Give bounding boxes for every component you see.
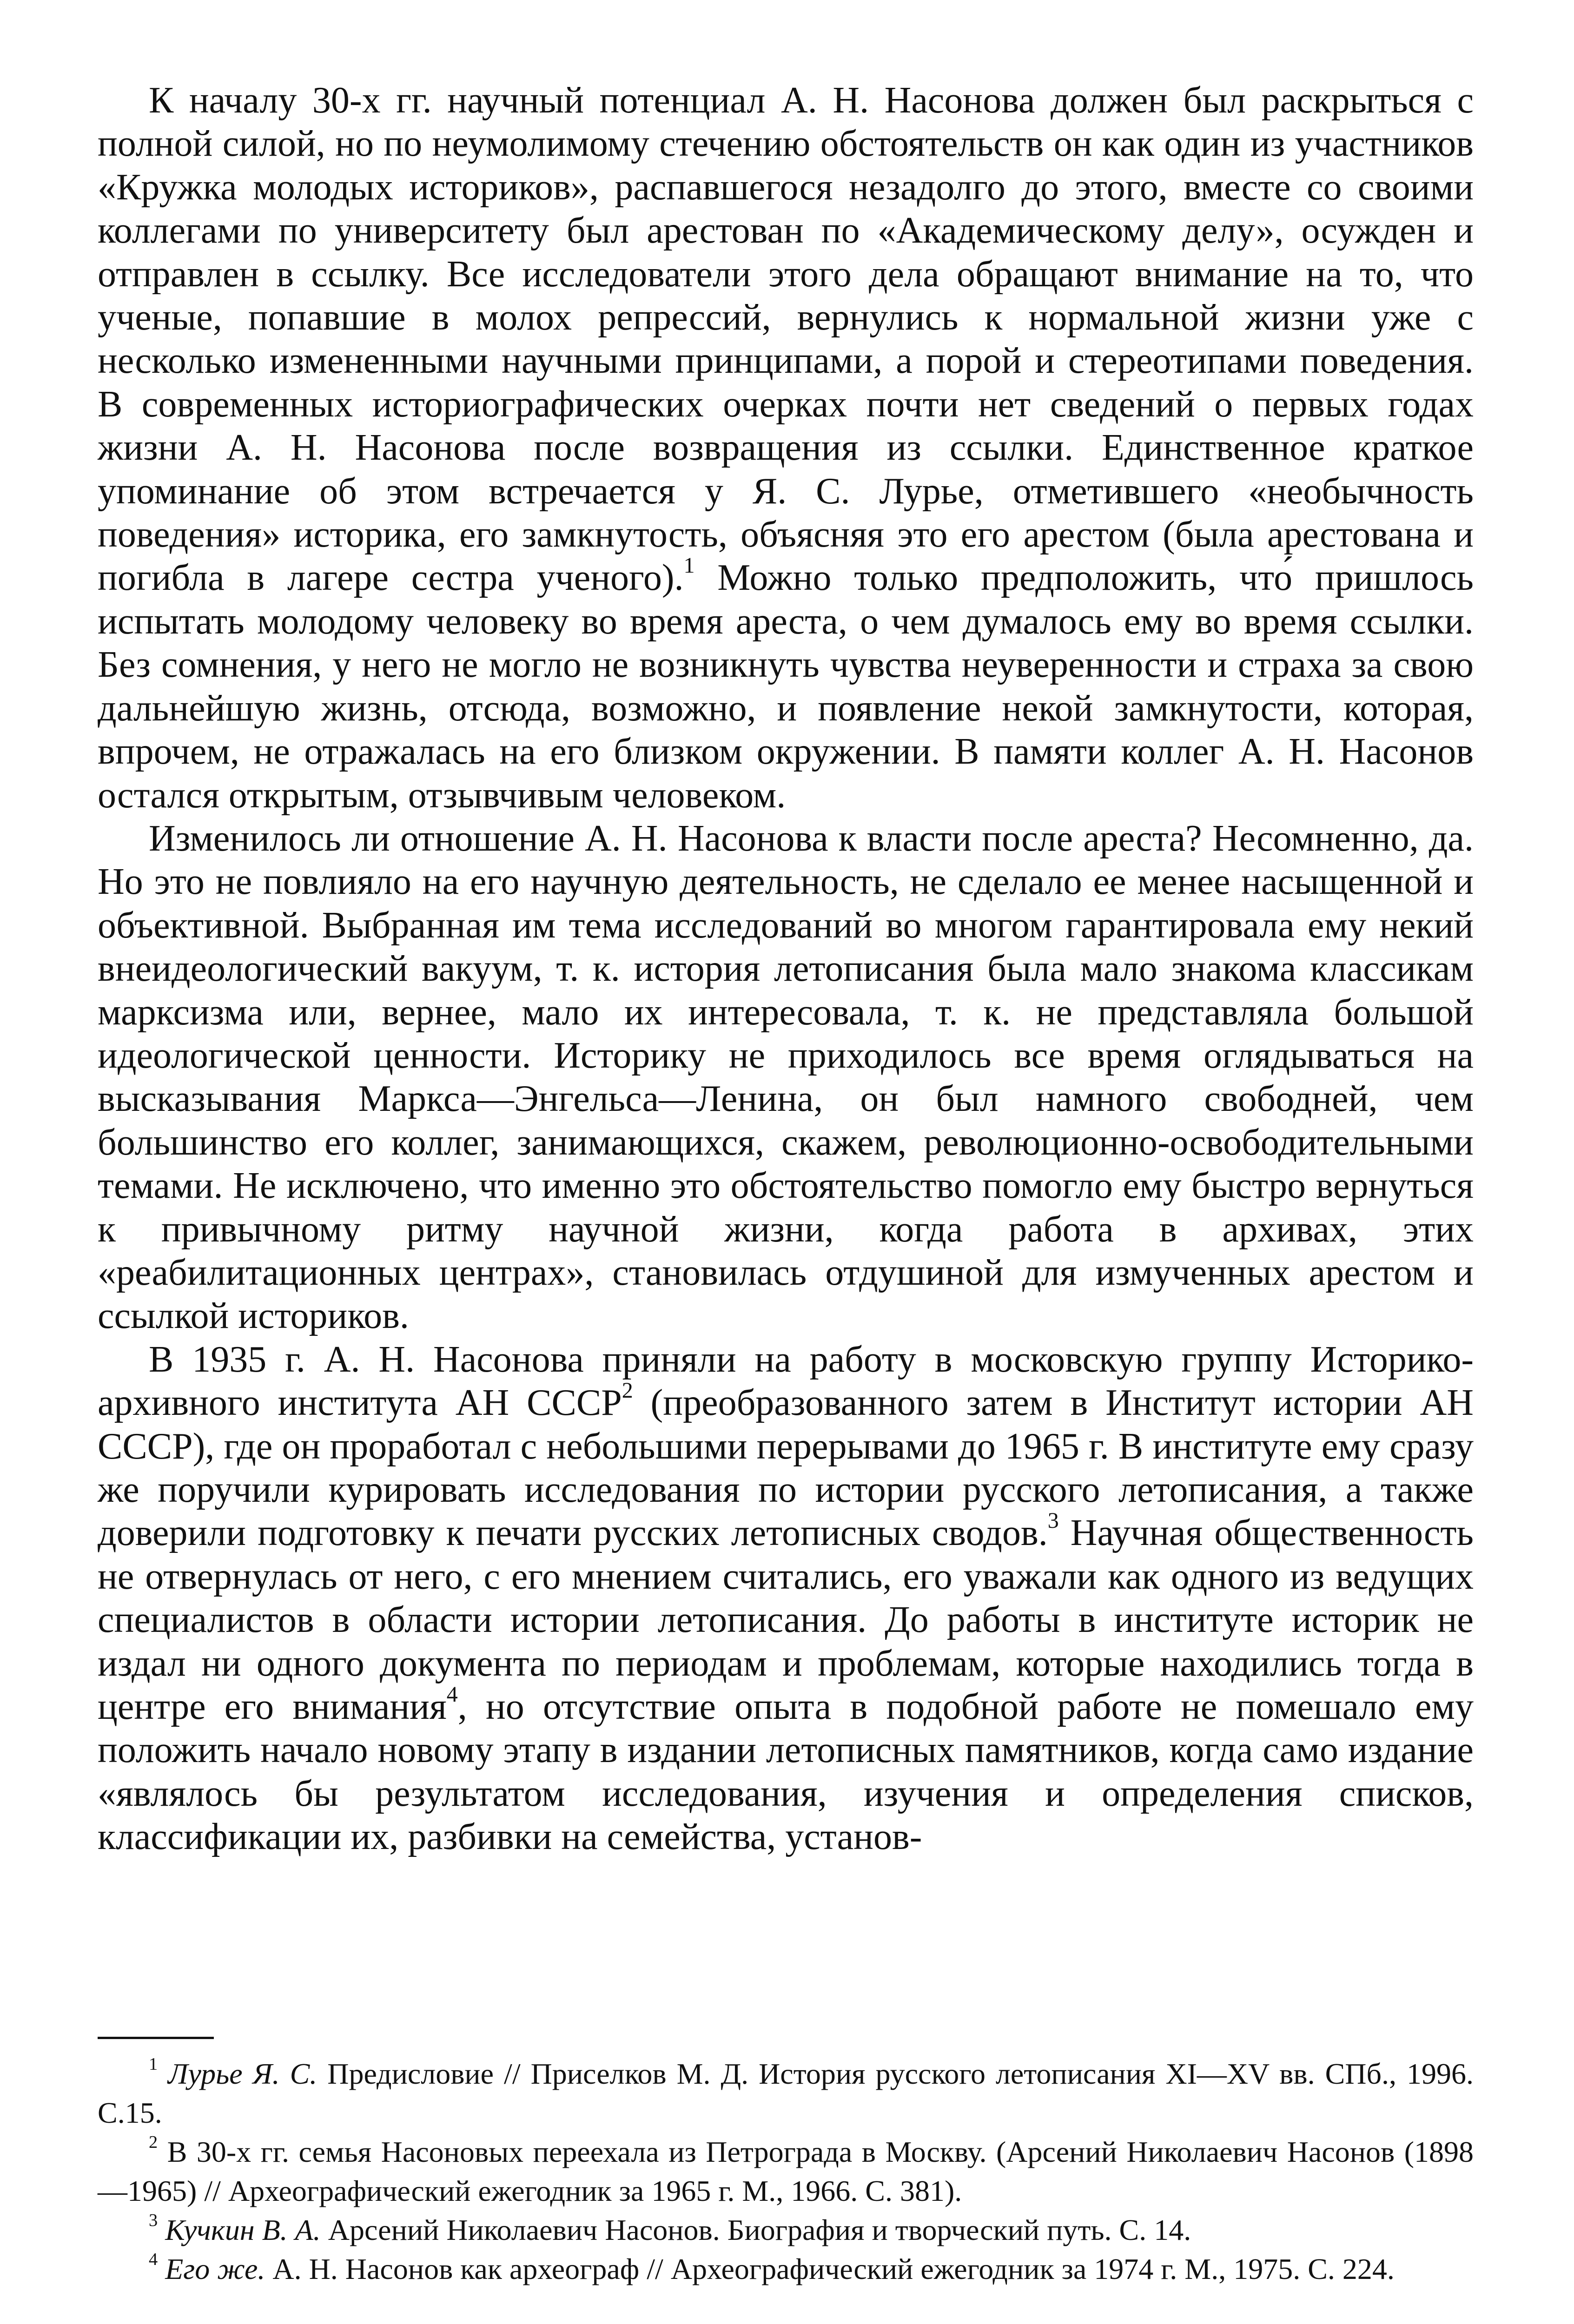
footnote-ref-2[interactable]: 2 — [622, 1378, 633, 1403]
footnotes — [98, 2054, 1474, 2289]
main-text — [98, 79, 1474, 1859]
footnote-4 — [98, 2250, 1474, 2289]
footnote-number: 4 — [149, 2250, 158, 2269]
paragraph-text: В 1935 г. А. Н. Насонова приняли на работу в московскую группу Историко-архивного института АН СССР — [98, 1339, 1474, 1424]
paragraph-3 — [98, 1338, 1474, 1859]
footnote-ref-3[interactable]: 3 — [1047, 1508, 1059, 1533]
footnote-text: Арсений Николаевич Насонов. Биография и творческий путь. С. 14. — [320, 2213, 1191, 2246]
footnote-author: Лурье Я. С. — [168, 2057, 317, 2090]
footnote-ref-4[interactable]: 4 — [446, 1682, 458, 1707]
footnote-number: 2 — [149, 2133, 158, 2152]
footnote-number: 1 — [149, 2054, 158, 2074]
paragraph-text: К началу 30-х гг. научный потенциал А. Н. Насонова должен был раскрыться с полной силой, но по неумолимому стечению обстоятельств он как один из участников «Кружка молодых историков», распавшегося незадолго до этого, вместе со своими коллегами по университету был арестован по «Академическому делу», осужден и отправлен в ссылку. Все исследователи этого дела обращают внимание на то, что ученые, попавшие в молох репрессий, вернулись к нормальной жизни уже с несколько измененными научными принципами, а порой и стереотипами поведения. В современных историографических очерках почти нет сведений о первых годах жизни А. Н. Насонова после возвращения из ссылки. Единственное краткое упоминание об этом встречается у Я. С. Лурье, отметившего «необычность поведения» историка, его замкнутость, объясняя это его арестом (была арестована и погибла в лагере сестра ученого). — [98, 80, 1474, 599]
footnote-author: Кучкин В. А. — [165, 2213, 321, 2246]
paragraph-text: (преобразованного затем в Институт истории АН СССР), где он проработал с небольшими перерывами до 1965 г. В институте ему сразу же поручили курировать исследования по истории русского летописания, а также доверили подготовку к печати русских летописных сводов. — [98, 1382, 1474, 1554]
footnote-text: Предисловие // Приселков М. Д. История русского летописания XI—XV вв. СПб., 1996. С.15. — [98, 2057, 1474, 2129]
footnote-text: В 30-х гг. семья Насоновых переехала из Петрограда в Москву. (Арсений Николаевич Насонов (1898—1965) // Археографический ежегодник за 1965 г. М., 1966. С. 381). — [98, 2135, 1474, 2207]
footnote-2 — [98, 2133, 1474, 2211]
footnote-text: А. Н. Насонов как археограф // Археографический ежегодник за 1974 г. М., 1975. С. 224. — [265, 2252, 1395, 2285]
paragraph-text: Изменилось ли отношение А. Н. Насонова к власти после ареста? Несомненно, да. Но это не повлияло на его научную деятельность, не сделало ее менее насыщенной и объективной. Выбранная им тема исследований во многом гарантировала ему некий внеидеологический вакуум, т. к. история летописания была мало знакома классикам марксизма или, вернее, мало их интересовала, т. к. не представляла большой идеологической ценности. Историку не приходилось все время оглядываться на высказывания Маркса—Энгельса—Ленина, он был намного свободней, чем большинство его коллег, занимающихся, скажем, революционно-освободительными темами. Не исключено, что именно это обстоятельство помогло ему быстро вернуться к привычному ритму научной жизни, когда работа в архивах, этих «реабилитационных центрах», становилась отдушиной для измученных арестом и ссылкой историков. — [98, 818, 1474, 1337]
paragraph-text: Можно только предположить, что́ пришлось испытать молодому человеку во время ареста, о чем думалось ему во время ссылки. Без сомнения, у него не могло не возникнуть чувства неуверенности и страха за свою дальнейшую жизнь, отсюда, возможно, и появление некой замкнутости, которая, впрочем, не отражалась на его близком окружении. В памяти коллег А. Н. Насонов остался открытым, отзывчивым человеком. — [98, 557, 1474, 816]
footnote-ref-1[interactable]: 1 — [683, 553, 695, 578]
paragraph-2 — [98, 817, 1474, 1338]
footnote-1 — [98, 2054, 1474, 2133]
paragraph-1 — [98, 79, 1474, 817]
paragraph-text: , но отсутствие опыта в подобной работе не помешало ему положить начало новому этапу в издании летописных памятников, когда само издание «являлось бы результатом исследования, изучения и определения списков, классификации их, разбивки на семейства, установ- — [98, 1686, 1474, 1858]
footnote-number: 3 — [149, 2211, 158, 2230]
footnote-divider — [98, 2037, 214, 2039]
footnote-3 — [98, 2211, 1474, 2250]
footnote-author: Его же. — [165, 2252, 265, 2285]
paragraph-text: Научная общественность не отвернулась от него, с его мнением считались, его уважали как одного из ведущих специалистов в области истории летописания. До работы в институте историк не издал ни одного документа по периодам и проблемам, которые находились тогда в центре его внимания — [98, 1512, 1474, 1728]
